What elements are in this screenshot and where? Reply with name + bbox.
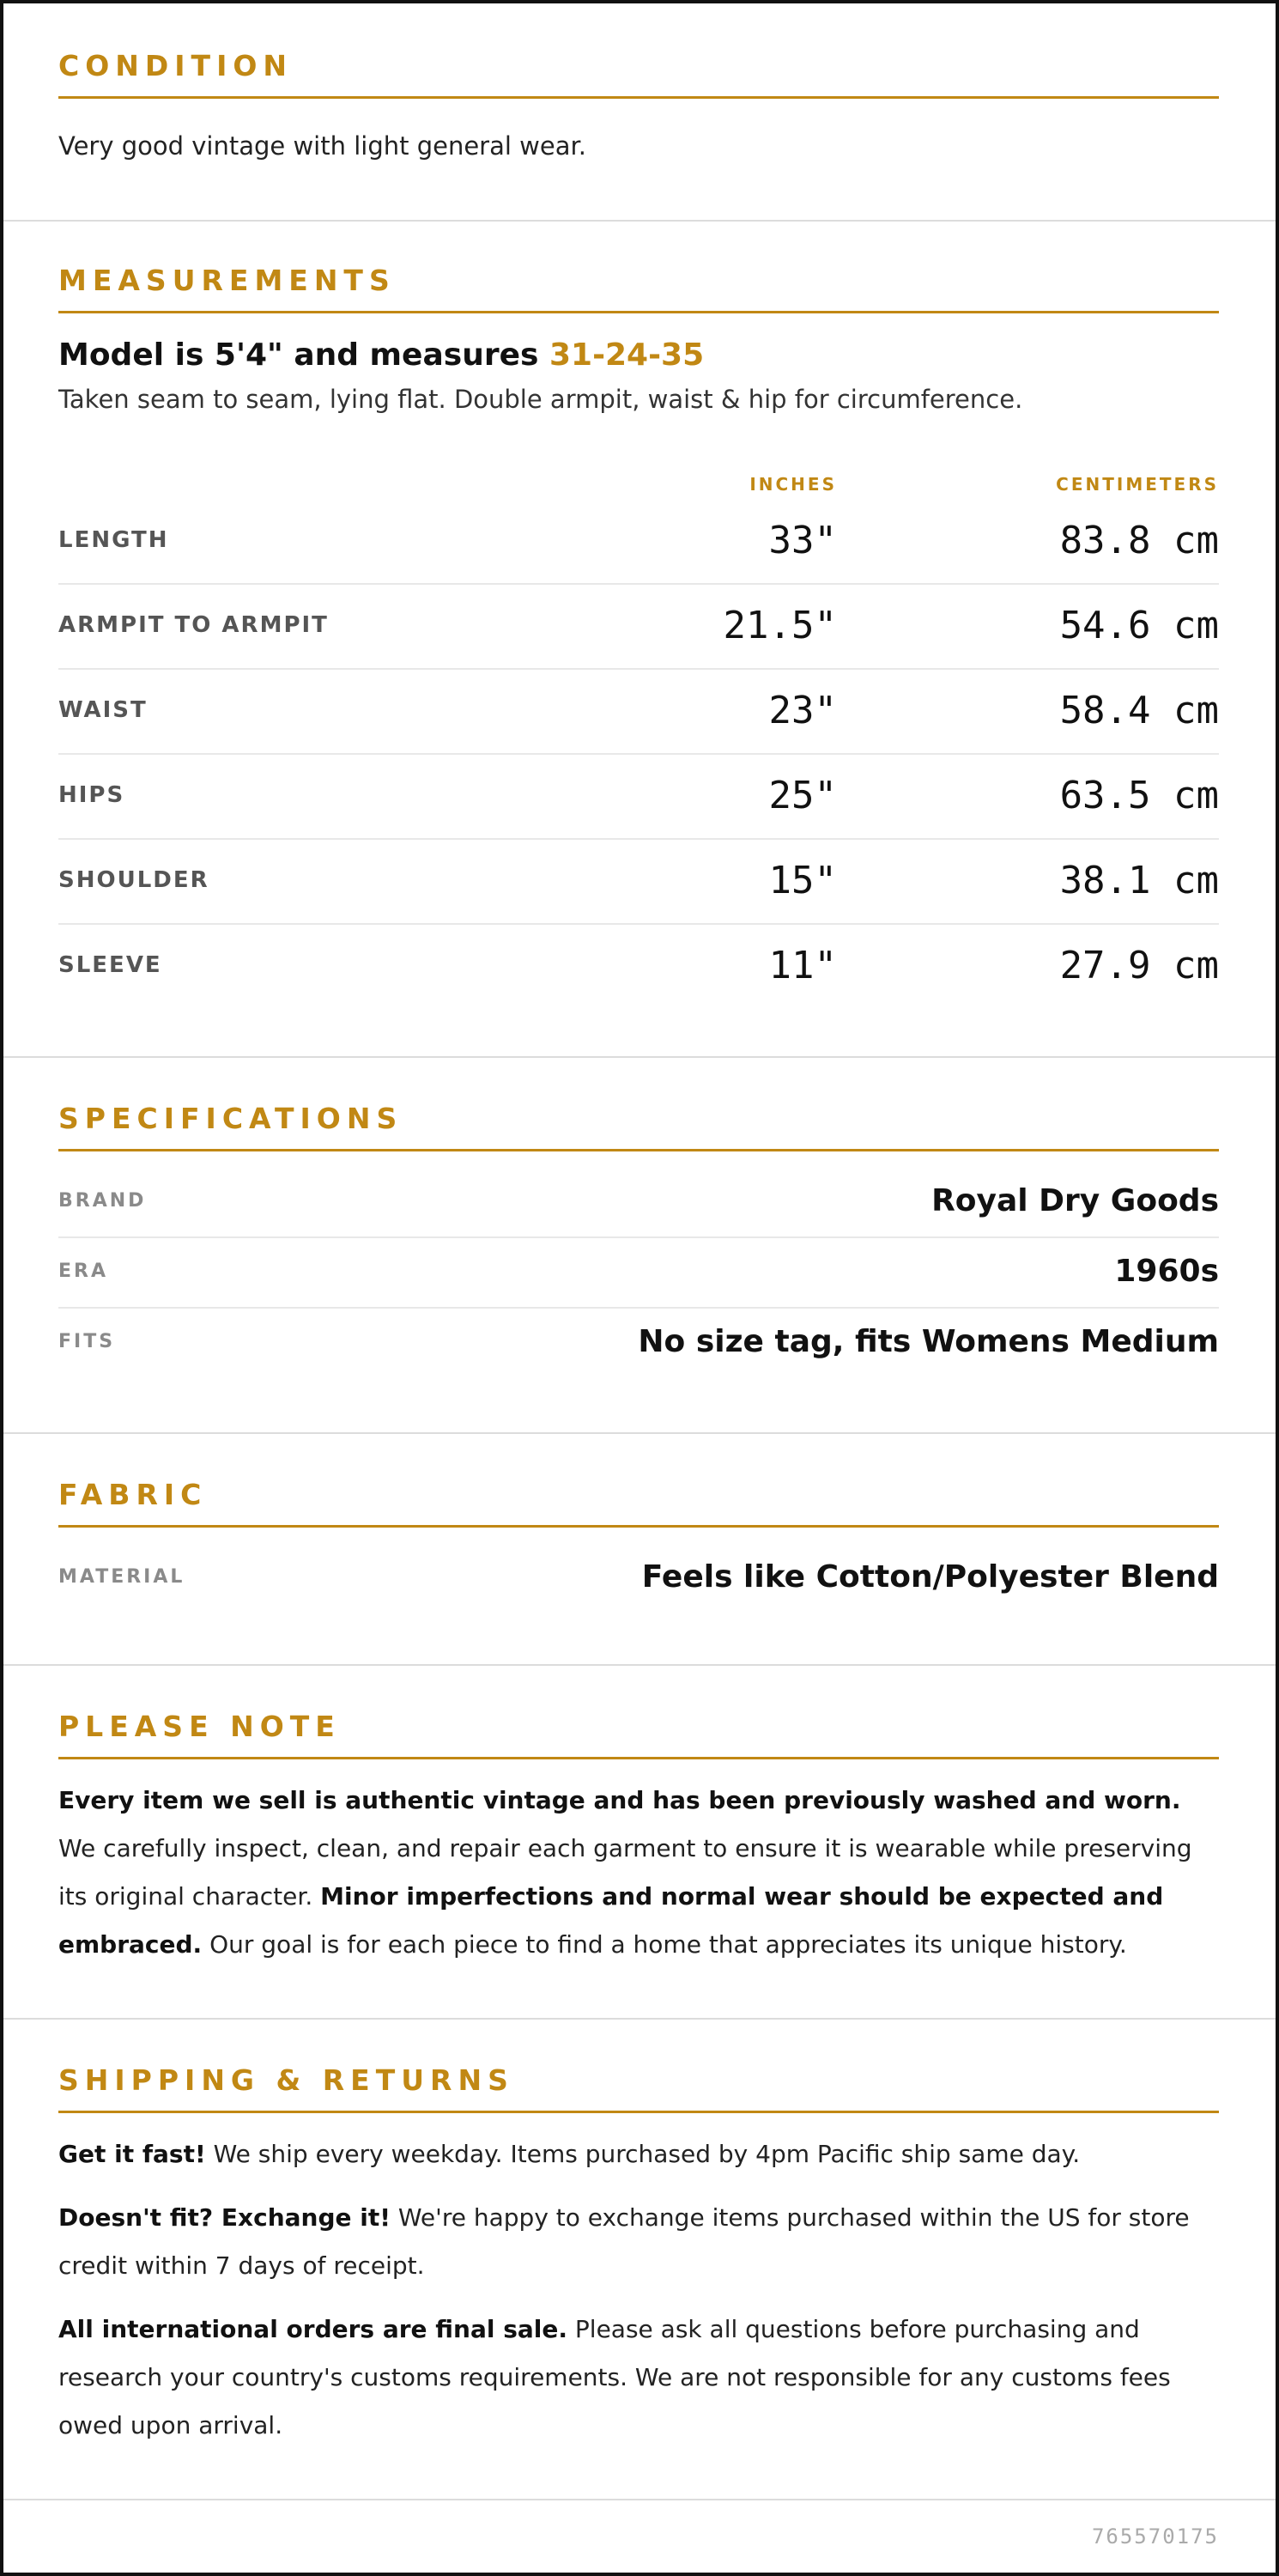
shipping-divider <box>58 2111 1219 2113</box>
condition-text: Very good vintage with light general wear. <box>58 131 586 161</box>
model-measure-value: 31-24-35 <box>549 337 705 373</box>
please-note-text-1: We carefully inspect, clean, and repair each garment to ensure it is wearable while preserving its original character. <box>58 1834 1192 1911</box>
measurements-divider <box>58 311 1219 313</box>
shipping-bold-1: Get it fast! <box>58 2140 206 2168</box>
model-measurements <box>58 337 1219 373</box>
shipping-section <box>3 2018 1276 2500</box>
shipping-paragraph-2 <box>58 2194 1219 2290</box>
measurement-cm: 27.9 cm <box>1059 944 1219 987</box>
measurement-row-sleeve <box>58 923 1219 1008</box>
spec-value: No size tag, fits Womens Medium <box>638 1324 1219 1359</box>
measurement-cm: 83.8 cm <box>1059 519 1219 562</box>
spec-value: Royal Dry Goods <box>931 1183 1219 1218</box>
measurement-label: WAIST <box>58 697 148 723</box>
measurement-inches: 25" <box>768 774 837 817</box>
please-note-heading: PLEASE NOTE <box>58 1710 341 1743</box>
specifications-divider <box>58 1149 1219 1151</box>
measurements-section <box>3 220 1276 1058</box>
measurement-label: SHOULDER <box>58 867 209 893</box>
specifications-section <box>3 1056 1276 1434</box>
spec-label: BRAND <box>58 1190 147 1212</box>
centimeters-column-header: CENTIMETERS <box>1056 474 1219 495</box>
please-note-text-2: Our goal is for each piece to find a home that appreciates its unique history. <box>202 1930 1127 1959</box>
please-note-divider <box>58 1757 1219 1759</box>
measurement-row-waist <box>58 668 1219 755</box>
condition-section <box>3 3 1276 222</box>
measurement-cm: 38.1 cm <box>1059 859 1219 902</box>
fabric-divider <box>58 1525 1219 1528</box>
spec-value: 1960s <box>1114 1254 1219 1289</box>
measurement-inches: 33" <box>768 519 837 562</box>
spec-row-era <box>58 1236 1219 1309</box>
please-note-bold-2: Minor imperfections and normal wear should be expected and embraced. <box>58 1882 1164 1959</box>
measurement-inches: 23" <box>768 689 837 732</box>
shipping-paragraph-1 <box>58 2130 1219 2178</box>
measurement-row-hips <box>58 753 1219 840</box>
measurement-inches: 11" <box>768 944 837 987</box>
fabric-section <box>3 1432 1276 1666</box>
shipping-heading: SHIPPING & RETURNS <box>58 2063 514 2097</box>
please-note-bold-1: Every item we sell is authentic vintage and has been previously washed and worn. <box>58 1786 1181 1814</box>
condition-divider <box>58 96 1219 99</box>
shipping-text-2: We're happy to exchange items purchased within the US for store credit within 7 days of receipt. <box>58 2203 1190 2280</box>
shipping-bold-3: All international orders are final sale. <box>58 2315 568 2343</box>
shipping-paragraph-3 <box>58 2306 1219 2450</box>
shipping-text-3: Please ask all questions before purchasing and research your country's customs requirements. We are not responsible for any customs fees owed upon arrival. <box>58 2315 1171 2439</box>
fabric-heading: FABRIC <box>58 1478 208 1511</box>
shipping-bold-2: Doesn't fit? Exchange it! <box>58 2203 391 2232</box>
measurement-row-length <box>58 498 1219 585</box>
measurements-note: Taken seam to seam, lying flat. Double armpit, waist & hip for circumference. <box>58 385 1023 414</box>
measurements-heading: MEASUREMENTS <box>58 264 396 297</box>
condition-heading: CONDITION <box>58 49 294 82</box>
please-note-paragraph <box>58 1777 1219 1969</box>
shipping-text-1: We ship every weekday. Items purchased by 4pm Pacific ship same day. <box>205 2140 1081 2168</box>
spec-row-fits <box>58 1307 1219 1377</box>
measurement-label: HIPS <box>58 782 125 808</box>
measurement-inches: 21.5" <box>723 604 837 647</box>
measurement-row-armpit <box>58 583 1219 670</box>
inches-column-header: INCHES <box>749 474 837 495</box>
fabric-label: MATERIAL <box>58 1566 185 1588</box>
fabric-row-material <box>58 1542 1219 1613</box>
spec-label: FITS <box>58 1331 116 1352</box>
spec-label: ERA <box>58 1261 108 1282</box>
footer <box>3 2499 1276 2573</box>
measurement-cm: 63.5 cm <box>1059 774 1219 817</box>
measurement-cm: 54.6 cm <box>1059 604 1219 647</box>
specifications-heading: SPECIFICATIONS <box>58 1102 403 1135</box>
measurement-cm: 58.4 cm <box>1059 689 1219 732</box>
measurement-label: LENGTH <box>58 527 169 553</box>
model-prefix: Model is 5'4" and measures <box>58 337 549 373</box>
fabric-value: Feels like Cotton/Polyester Blend <box>641 1559 1219 1595</box>
please-note-section <box>3 1664 1276 2020</box>
measurement-label: ARMPIT TO ARMPIT <box>58 612 329 638</box>
measurement-inches: 15" <box>768 859 837 902</box>
spec-row-brand <box>58 1166 1219 1238</box>
measurement-row-shoulder <box>58 838 1219 925</box>
measurement-label: SLEEVE <box>58 952 162 978</box>
sku-number: 765570175 <box>1091 2524 1219 2549</box>
